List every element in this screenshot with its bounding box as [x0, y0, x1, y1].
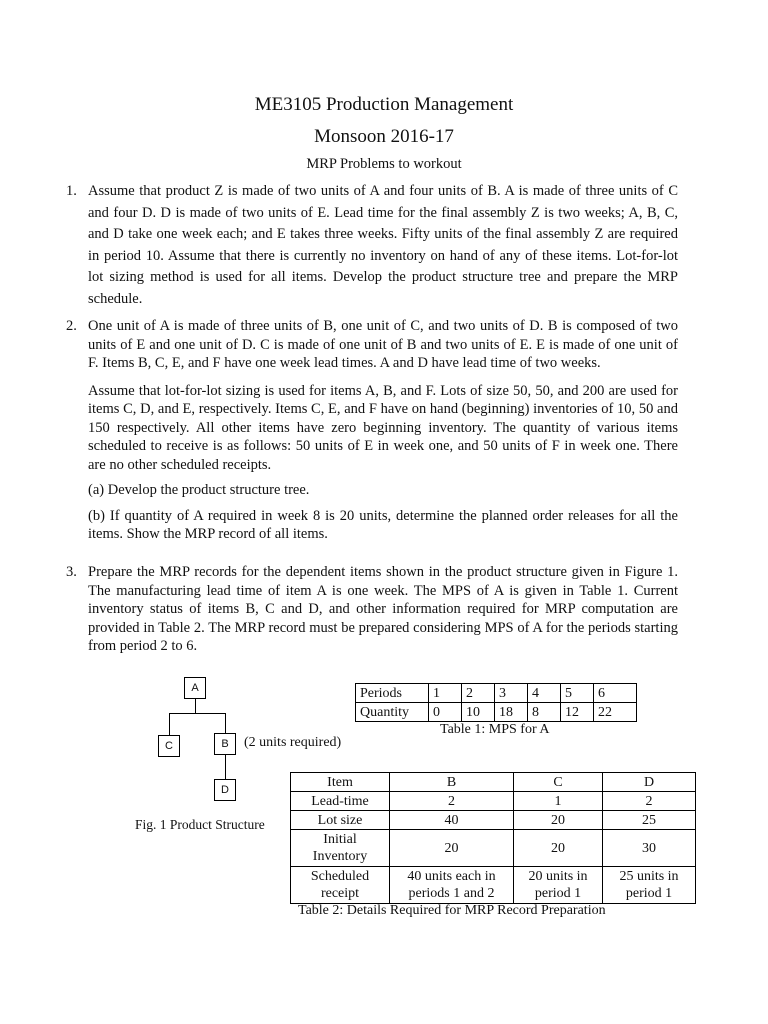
- table-cell: 25 units in period 1: [603, 867, 696, 904]
- question-paragraph: Prepare the MRP records for the dependent items shown in the product structure given in Figure 1. The manufacturing lead time of item A is one week. The MPS of A is given in Table 1. Current inventory status of items B, C and D, and other information required for MRP computation are provided in Table 2. The MRP record must be prepared considering MPS of A for the periods starting from period 2 to 6.: [88, 564, 678, 654]
- table-cell: 20 units in period 1: [514, 867, 603, 904]
- row-label: Initial Inventory: [291, 830, 390, 867]
- question-1: [66, 181, 678, 310]
- table-cell: 20: [390, 830, 514, 867]
- tree-connector: [225, 713, 226, 735]
- question-paragraph: One unit of A is made of three units of B, one unit of C, and two units of D. B is composed of two units of E and one unit of D. C is made of one unit of B and two units of E. E is made of one unit of F. Items B, C, E, and F have one week lead times. A and D have lead time of two weeks.: [88, 318, 678, 371]
- row-label: Quantity: [356, 703, 429, 722]
- tree-node-b: B: [214, 733, 236, 755]
- table-caption: Table 1: MPS for A: [440, 722, 550, 737]
- table-row: [291, 867, 696, 904]
- row-label: Periods: [356, 684, 429, 703]
- mrp-details-table: [290, 772, 696, 904]
- column-header: Item: [291, 773, 390, 792]
- table-row: [291, 792, 696, 811]
- table-cell: 8: [528, 703, 561, 722]
- question-paragraph: Assume that lot-for-lot sizing is used for items A, B, and F. Lots of size 50, 50, and 200 are used for items C, D, and E, respectively. Items C, E, and F have on hand (beginning) inventories of 10, 50 and 150 respectively. All other items have zero beginning inventory. The quantity of various items scheduled to receive is as follows: 50 units of E in week one, and 50 units of F in week one. There are no other scheduled receipts.: [88, 382, 678, 473]
- question-part-a: (a) Develop the product structure tree.: [88, 482, 310, 498]
- table-cell: 10: [462, 703, 495, 722]
- figure-caption: Fig. 1 Product Structure: [135, 817, 265, 832]
- row-label: Scheduled receipt: [291, 867, 390, 904]
- table-cell: 40: [390, 811, 514, 830]
- tree-connector: [195, 699, 196, 713]
- question-part-b: (b) If quantity of A required in week 8 is 20 units, determine the planned order releases for all the items. Show the MRP record of all items.: [88, 507, 678, 542]
- question-number: 2.: [66, 318, 77, 334]
- mps-table: [355, 683, 637, 722]
- table-cell: 1: [429, 684, 462, 703]
- table-row: [291, 830, 696, 867]
- tree-node-c: C: [158, 735, 180, 757]
- table-cell: 1: [514, 792, 603, 811]
- table-caption: Table 2: Details Required for MRP Record Preparation: [298, 903, 606, 918]
- tree-connector: [225, 755, 226, 779]
- table-cell: 40 units each in periods 1 and 2: [390, 867, 514, 904]
- term-title: Monsoon 2016-17: [314, 126, 454, 147]
- table-cell: 2: [462, 684, 495, 703]
- table-cell: 20: [514, 811, 603, 830]
- question-3: [66, 563, 678, 656]
- table-cell: 2: [603, 792, 696, 811]
- page-subtitle: MRP Problems to workout: [306, 156, 462, 172]
- tree-node-d: D: [214, 779, 236, 801]
- tree-connector: [169, 713, 226, 714]
- table-cell: 18: [495, 703, 528, 722]
- figure-note: (2 units required): [244, 735, 342, 750]
- table-cell: 25: [603, 811, 696, 830]
- table-cell: 20: [514, 830, 603, 867]
- table-header-row: [291, 773, 696, 792]
- table-row: [291, 811, 696, 830]
- row-label: Lot size: [291, 811, 390, 830]
- table-cell: 30: [603, 830, 696, 867]
- table-cell: 2: [390, 792, 514, 811]
- table-cell: 3: [495, 684, 528, 703]
- question-paragraph: Assume that product Z is made of two units of A and four units of B. A is made of three units of C and four D. D is made of two units of E. Lead time for the final assembly Z is two weeks; A, B, C, and D take one week each; and E takes three weeks. Fifty units of the final assembly Z are required in period 10. Assume that there is currently no inventory on hand of any of these items. Lot-for-lot lot sizing method is used for all items. Develop the product structure tree and prepare the MRP schedule.: [88, 183, 678, 307]
- table-row: [356, 684, 637, 703]
- column-header: D: [603, 773, 696, 792]
- column-header: C: [514, 773, 603, 792]
- question-2: [66, 317, 678, 544]
- table-cell: 22: [594, 703, 637, 722]
- column-header: B: [390, 773, 514, 792]
- question-number: 3.: [66, 564, 77, 580]
- row-label: Lead-time: [291, 792, 390, 811]
- tree-connector: [169, 713, 170, 735]
- table-row: [356, 703, 637, 722]
- table-cell: 6: [594, 684, 637, 703]
- question-number: 1.: [66, 183, 77, 199]
- table-cell: 0: [429, 703, 462, 722]
- course-title: ME3105 Production Management: [254, 94, 514, 115]
- table-cell: 5: [561, 684, 594, 703]
- table-cell: 4: [528, 684, 561, 703]
- table-cell: 12: [561, 703, 594, 722]
- tree-node-a: A: [184, 677, 206, 699]
